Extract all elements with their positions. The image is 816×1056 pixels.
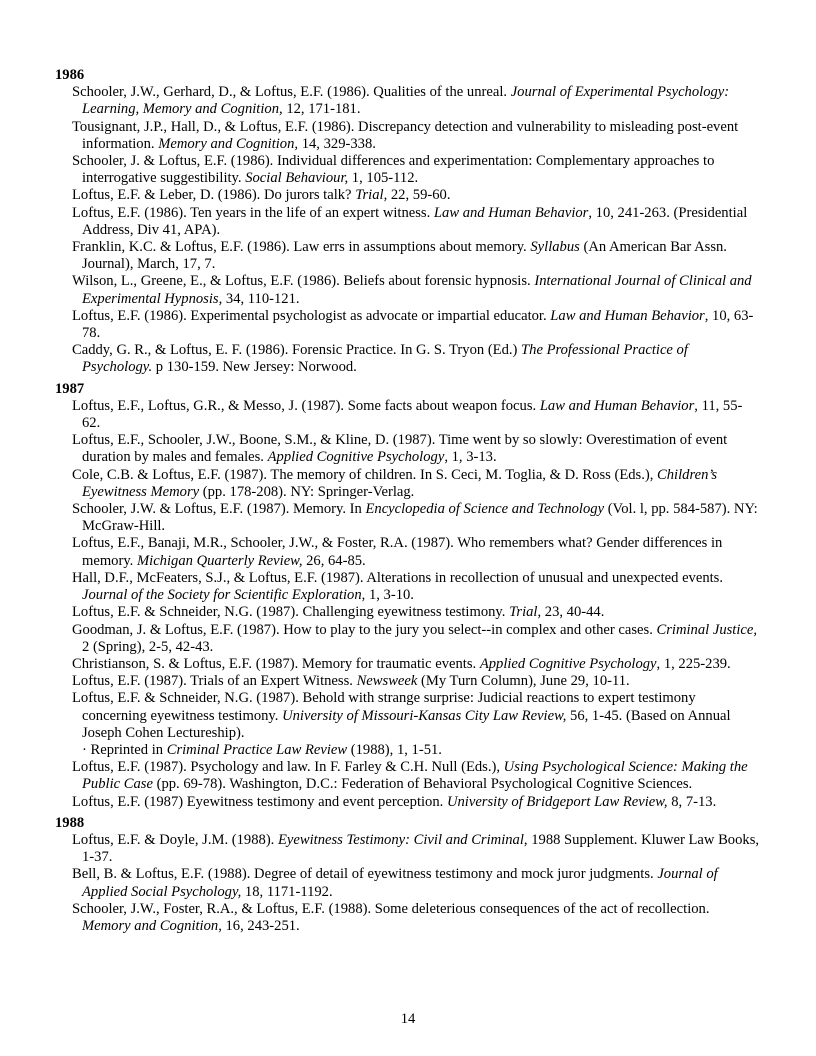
- reference-text: , 1, 3-10.: [361, 587, 414, 604]
- reference-text: Tousignant, J.P., Hall, D., & Loftus, E.F. (1986). Discrepancy detection and vulnerability to misleading post-event information.: [72, 118, 739, 152]
- reference-title: Michigan Quarterly Review,: [136, 552, 303, 569]
- reference-entry: [55, 501, 760, 535]
- reference-text: Loftus, E.F. (1986). Experimental psychologist as advocate or impartial educator.: [72, 307, 551, 324]
- year-section: [55, 67, 760, 377]
- reference-title: University of Bridgeport Law Review,: [446, 793, 668, 810]
- reference-text: , 11, 55-62.: [82, 397, 743, 432]
- reference-text: 56, 1-45. (Based on Annual Joseph Cohen Lectureship).: [82, 707, 731, 741]
- reference-text: , 23, 40-44.: [537, 604, 605, 621]
- year-heading: 1987: [55, 380, 85, 397]
- reference-entry: [55, 832, 760, 866]
- reference-title: Encyclopedia of Science and Technology: [365, 501, 605, 518]
- reference-text: Loftus, E.F. & Schneider, N.G. (1987). Behold with strange surprise: Judicial reactions to expert testimony concerning eyewitness testimony.: [72, 690, 696, 724]
- reference-entry: [55, 308, 760, 342]
- reference-text: 26, 64-85.: [302, 552, 366, 569]
- reference-text: Christianson, S. & Loftus, E.F. (1987). Memory for traumatic events.: [72, 655, 480, 672]
- reference-text: (My Turn Column), June 29, 10-11.: [417, 673, 630, 690]
- reference-title: Using Psychological Science: Making the Public Case: [82, 759, 748, 793]
- reference-entry: [55, 273, 760, 307]
- reference-entry: [55, 84, 760, 118]
- reference-title: International Journal of Clinical and Experimental Hypnosis,: [82, 273, 752, 307]
- reference-text: Cole, C.B. & Loftus, E.F. (1987). The memory of children. In S. Ceci, M. Toglia, & D. Ross (Eds.),: [72, 466, 658, 483]
- reference-text: 8, 7-13.: [667, 793, 717, 810]
- reference-entry: [55, 759, 760, 793]
- reference-title: Memory and Cognition,: [158, 135, 299, 152]
- reference-title: Social Behaviour,: [245, 170, 349, 187]
- reference-text: 2 (Spring), 2-5, 42-43.: [82, 638, 214, 655]
- reference-text: Loftus, E.F. (1987). Psychology and law. In F. Farley & C.H. Null (Eds.),: [72, 759, 504, 776]
- reference-text: Bell, B. & Loftus, E.F. (1988). Degree of detail of eyewitness testimony and mock juror judgments.: [72, 866, 658, 883]
- reference-text: , 1, 3-13.: [444, 449, 497, 466]
- reference-entry: [55, 794, 760, 811]
- reference-text: · Reprinted in: [82, 741, 167, 758]
- reference-text: Caddy, G. R., & Loftus, E. F. (1986). Forensic Practice. In G. S. Tryon (Ed.): [72, 342, 522, 359]
- reference-text: 18, 1171-1192.: [241, 883, 333, 900]
- reference-entry: [55, 866, 760, 900]
- reference-text: Loftus, E.F. (1987) Eyewitness testimony and event perception.: [72, 793, 447, 810]
- reference-entry: [55, 467, 760, 501]
- reference-text: 34, 110-121.: [222, 290, 300, 307]
- reference-text: Hall, D.F., McFeaters, S.J., & Loftus, E.F. (1987). Alterations in recollection of unusual and unexpected events.: [72, 569, 724, 586]
- reference-text: (pp. 69-78). Washington, D.C.: Federation of Behavioral Psychological Cognitive Sciences.: [152, 776, 693, 793]
- reference-text: 12, 171-181.: [282, 101, 361, 118]
- reference-title: The Professional Practice of Psychology.: [82, 342, 688, 376]
- reference-entry: [55, 119, 760, 153]
- reference-text: 14, 329-338.: [298, 135, 376, 152]
- reference-entry: [55, 656, 760, 673]
- reference-entry: [55, 604, 760, 621]
- reference-text: Wilson, L., Greene, E., & Loftus, E.F. (1986). Beliefs about forensic hypnosis.: [72, 273, 535, 290]
- reference-title: Journal of Applied Social Psychology,: [82, 866, 718, 900]
- reference-title: Children’s Eyewitness Memory: [82, 466, 718, 500]
- reference-text: Loftus, E.F. & Doyle, J.M. (1988).: [72, 831, 278, 848]
- year-heading: 1988: [55, 814, 85, 831]
- reference-title: Trial: [509, 604, 538, 621]
- reference-text: Franklin, K.C. & Loftus, E.F. (1986). Law errs in assumptions about memory.: [72, 239, 531, 256]
- reference-text: Loftus, E.F. & Schneider, N.G. (1987). Challenging eyewitness testimony.: [72, 604, 510, 621]
- reference-text: , 10, 241-263. (Presidential Address, Div 41, APA).: [82, 204, 748, 238]
- reference-title: Journal of Experimental Psychology: Learning, Memory and Cognition,: [82, 84, 730, 118]
- reference-title: Law and Human Behavior: [539, 397, 695, 414]
- reference-text: (1988), 1, 1-51.: [347, 741, 442, 758]
- reference-text: Schooler, J.W., Foster, R.A., & Loftus, E.F. (1988). Some deleterious consequences of the act of recollection.: [72, 900, 710, 917]
- reference-text: (An American Bar Assn. Journal), March, 17, 7.: [82, 239, 727, 273]
- reference-title: Applied Cognitive Psychology: [267, 449, 445, 466]
- bibliography: [55, 67, 760, 939]
- reference-title: Law and Human Behavior: [550, 307, 705, 324]
- reference-entry: [55, 205, 760, 239]
- reference-text: Loftus, E.F., Schooler, J.W., Boone, S.M., & Kline, D. (1987). Time went by so slowly: Overestimation of event duration by males and females.: [72, 432, 728, 466]
- reference-title: Newsweek: [356, 673, 418, 690]
- reference-text: , 10, 63-78.: [82, 307, 754, 342]
- reference-title: Criminal Practice Law Review: [166, 741, 348, 758]
- reference-text: , 1, 225-239.: [656, 655, 731, 672]
- reference-text: , 1988 Supplement. Kluwer Law Books, 1-37.: [82, 831, 760, 866]
- reference-text: Loftus, E.F., Loftus, G.R., & Messo, J. (1987). Some facts about weapon focus.: [72, 397, 540, 414]
- reference-entry: [55, 187, 760, 204]
- reference-title: Eyewitness Testimony: Civil and Criminal: [277, 831, 524, 848]
- page-number: 14: [400, 1011, 416, 1027]
- reference-entry: [55, 153, 760, 187]
- reference-title: Applied Cognitive Psychology: [479, 655, 657, 672]
- reference-entry: [55, 901, 760, 935]
- reference-text: 1, 105-112.: [348, 170, 419, 187]
- reference-text: Goodman, J. & Loftus, E.F. (1987). How to play to the jury you select--in complex and other cases.: [72, 621, 657, 638]
- reference-text: Schooler, J. & Loftus, E.F. (1986). Individual differences and experimentation: Complementary approaches to interrogative suggestibility.: [72, 153, 715, 187]
- reference-text: (pp. 178-208). NY: Springer-Verlag.: [199, 483, 415, 500]
- reference-text: Loftus, E.F. (1986). Ten years in the life of an expert witness.: [72, 204, 434, 221]
- reference-entry: [55, 342, 760, 376]
- reference-title: Memory and Cognition: [82, 917, 219, 934]
- reference-entry: [55, 622, 760, 656]
- reference-entry: [55, 432, 760, 466]
- reference-entry: [55, 535, 760, 569]
- reference-text: (Vol. l, pp. 584-587). NY: McGraw-Hill.: [82, 501, 758, 535]
- reference-text: Loftus, E.F., Banaji, M.R., Schooler, J.W., & Foster, R.A. (1987). Who remembers what? Gender differences in memory.: [72, 535, 723, 569]
- reference-text: Loftus, E.F. & Leber, D. (1986). Do jurors talk?: [72, 187, 356, 204]
- reference-entry: [55, 673, 760, 690]
- reference-text: Loftus, E.F. (1987). Trials of an Expert Witness.: [72, 673, 357, 690]
- year-section: [55, 381, 760, 811]
- reference-title: Criminal Justice,: [656, 621, 758, 638]
- reference-entry: [55, 239, 760, 273]
- reference-entry: [55, 570, 760, 604]
- year-section: [55, 815, 760, 935]
- reference-text: p 130-159. New Jersey: Norwood.: [152, 359, 357, 376]
- reference-entry: [55, 398, 760, 432]
- year-heading: 1986: [55, 67, 85, 83]
- reference-title: University of Missouri-Kansas City Law Review,: [282, 707, 567, 724]
- reference-title: Trial,: [355, 187, 388, 204]
- reference-title: Law and Human Behavior: [433, 204, 589, 221]
- reference-text: , 16, 243-251.: [218, 917, 300, 934]
- reference-text: 22, 59-60.: [387, 187, 451, 204]
- reference-text: Schooler, J.W., Gerhard, D., & Loftus, E.F. (1986). Qualities of the unreal.: [72, 84, 511, 101]
- reference-entry: [55, 690, 760, 759]
- reference-title: Journal of the Society for Scientific Exploration: [82, 587, 362, 604]
- reference-title: Syllabus: [530, 239, 580, 256]
- reference-text: Schooler, J.W. & Loftus, E.F. (1987). Memory. In: [72, 501, 366, 518]
